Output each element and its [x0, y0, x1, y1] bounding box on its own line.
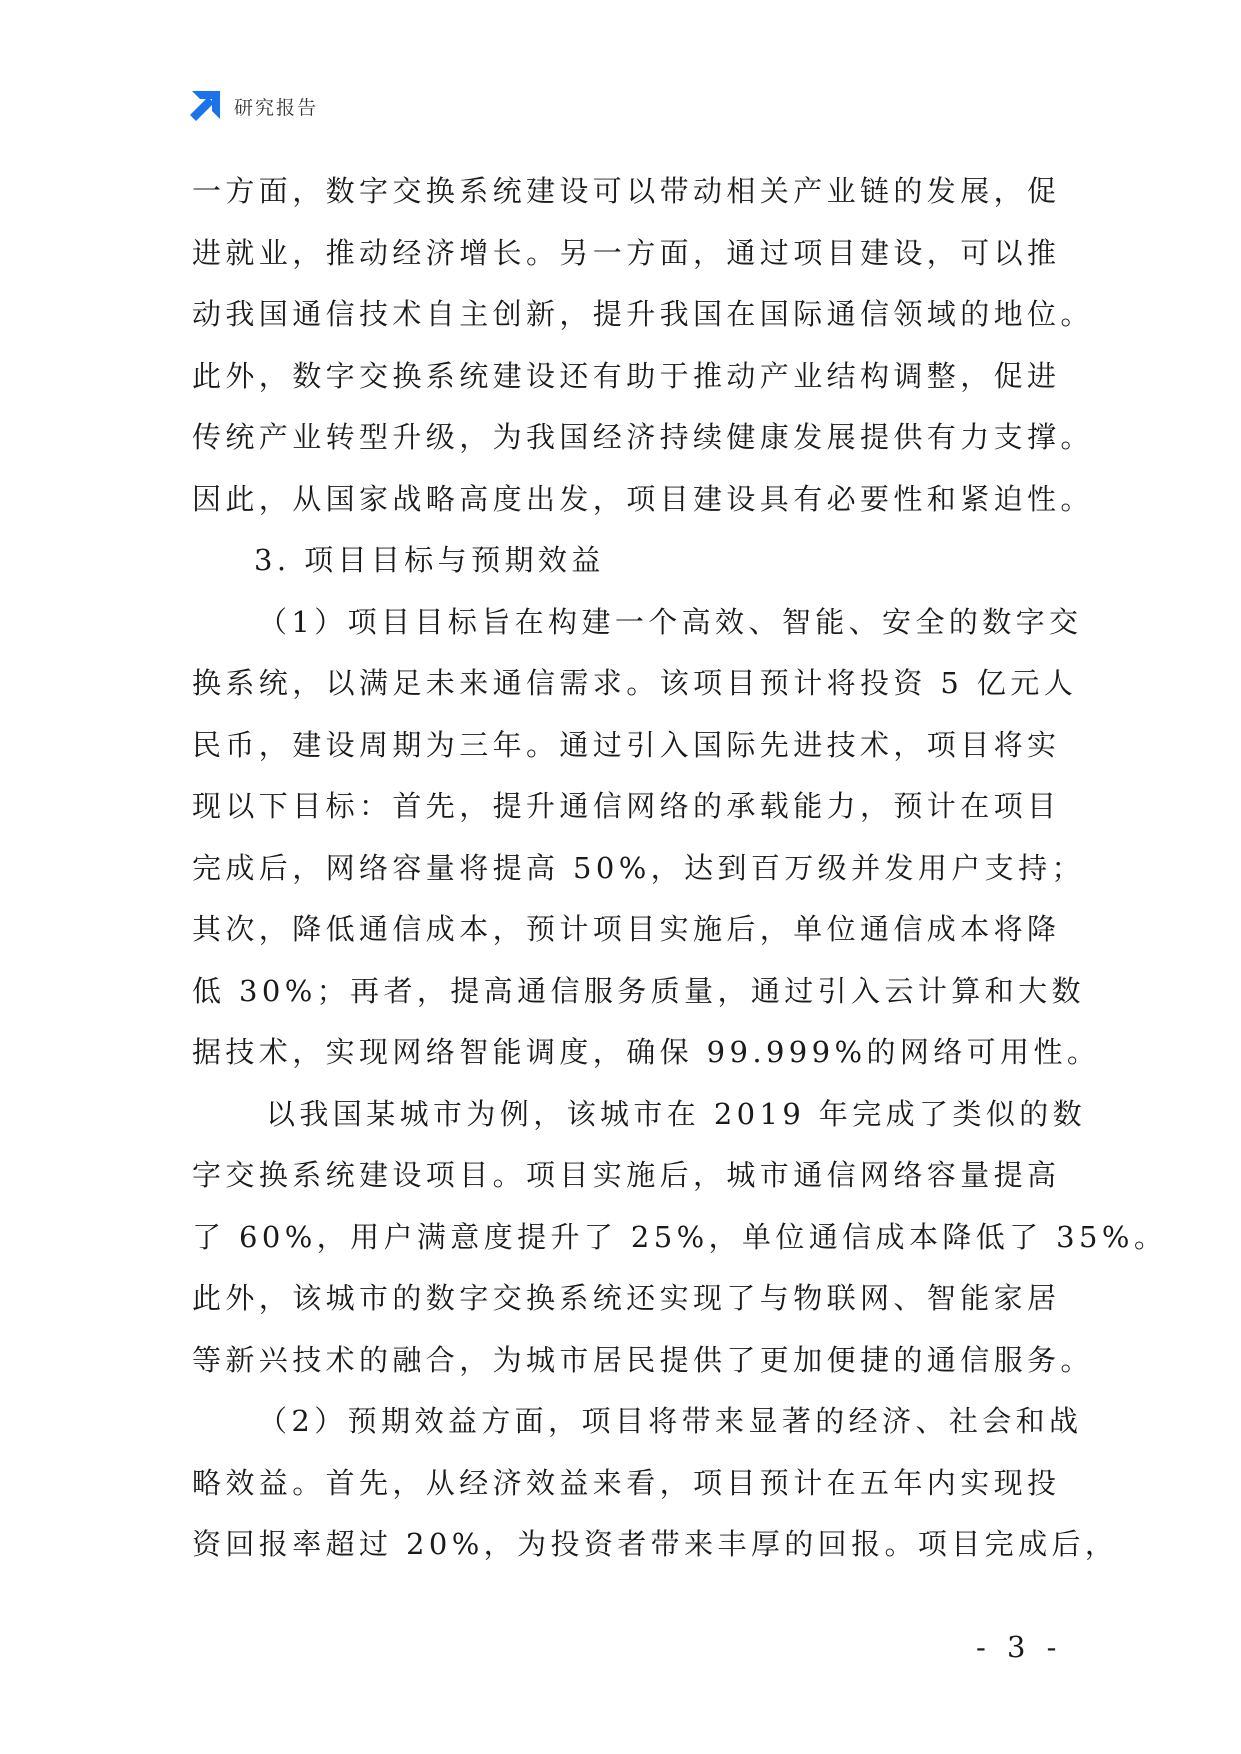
body-line: （1）项目目标旨在构建一个高效、智能、安全的数字交 [258, 604, 1083, 639]
body-line: 民币，建设周期为三年。通过引入国际先进技术，项目将实 [192, 727, 1061, 762]
body-line: 低 30%；再者，提高通信服务质量，通过引入云计算和大数 [192, 973, 1085, 1008]
body-line: 完成后，网络容量将提高 50%，达到百万级并发用户支持； [192, 850, 1085, 885]
document-body [192, 161, 1168, 1576]
body-line: 此外，数字交换系统建设还有助于推动产业结构调整，促进 [192, 358, 1061, 393]
body-line: 资回报率超过 20%，为投资者带来丰厚的回报。项目完成后， [192, 1527, 1119, 1561]
body-line: 据技术，实现网络智能调度，确保 99.999%的网络可用性。 [192, 1035, 1101, 1069]
body-line: 传统产业转型升级，为我国经济持续健康发展提供有力支撑。 [192, 420, 1094, 454]
body-line: 进就业，推动经济增长。另一方面，通过项目建设，可以推 [192, 235, 1061, 270]
arrow-up-right-icon [188, 89, 222, 123]
header-title: 研究报告 [234, 96, 319, 119]
body-line: （2）预期效益方面，项目将带来显著的经济、社会和战 [258, 1404, 1083, 1438]
section-heading: 3. 项目目标与预期效益 [254, 543, 605, 577]
body-line: 因此，从国家战略高度出发，项目建设具有必要性和紧迫性。 [192, 481, 1094, 516]
body-line: 动我国通信技术自主创新，提升我国在国际通信领域的地位。 [192, 297, 1094, 331]
body-line: 了 60%，用户满意度提升了 25%，单位通信成本降低了 35%。 [192, 1219, 1168, 1254]
body-line: 现以下目标：首先，提升通信网络的承载能力，预计在项目 [192, 789, 1061, 823]
body-line: 一方面，数字交换系统建设可以带动相关产业链的发展，促 [192, 174, 1061, 208]
body-line: 等新兴技术的融合，为城市居民提供了更加便捷的通信服务。 [192, 1342, 1094, 1377]
body-line: 换系统，以满足未来通信需求。该项目预计将投资 5 亿元人 [192, 666, 1078, 700]
body-line: 其次，降低通信成本，预计项目实施后，单位通信成本将降 [192, 912, 1061, 946]
body-line: 以我国某城市为例，该城市在 2019 年完成了类似的数 [266, 1096, 1087, 1131]
page-number: - 3 - [976, 1630, 1063, 1664]
body-line: 略效益。首先，从经济效益来看，项目预计在五年内实现投 [192, 1465, 1061, 1500]
body-line: 此外，该城市的数字交换系统还实现了与物联网、智能家居 [192, 1281, 1061, 1315]
body-line: 字交换系统建设项目。项目实施后，城市通信网络容量提高 [192, 1158, 1061, 1192]
page-header [188, 88, 318, 124]
